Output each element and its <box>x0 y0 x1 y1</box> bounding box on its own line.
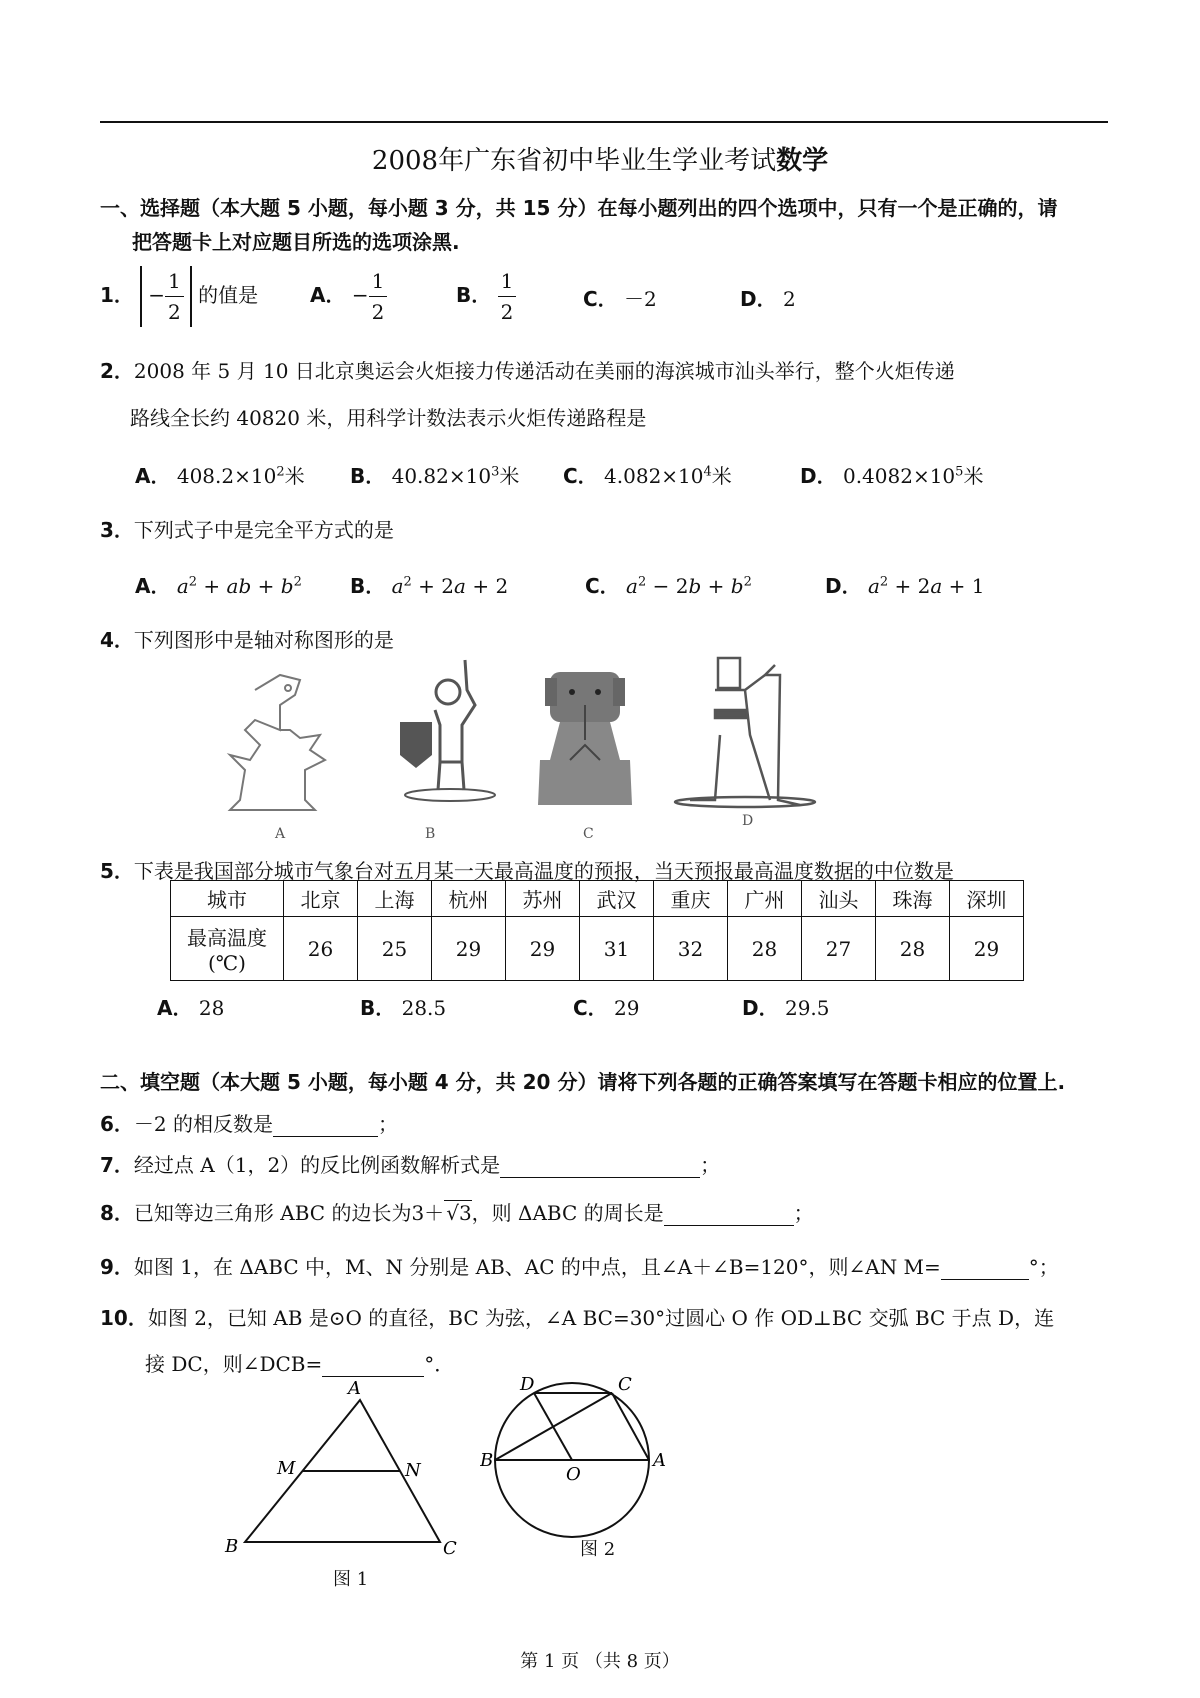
table-cell: 25 <box>358 917 432 981</box>
question-8: 8．已知等边三角形 ABC 的边长为3＋ √3，则 ΔABC 的周长是 ； <box>100 1201 814 1225</box>
q2-option-b: B． $40.82\times 10^3$米 <box>350 464 520 488</box>
q3-option-d: D． $a^2 + 2a + 1$ <box>825 574 985 598</box>
table-cell: 重庆 <box>654 881 728 917</box>
temperature-table <box>170 880 1024 981</box>
question-3: 3．下列式子中是完全平方式的是 <box>100 518 394 542</box>
q2-option-d: D． $0.4082\times 10^5$米 <box>800 464 984 488</box>
question-1: 1． − $\frac{1}{2}$ 的值是 <box>100 266 258 327</box>
abs-value-expression: − $\frac{1}{2}$ <box>140 266 192 327</box>
table-cell: 深圳 <box>950 881 1024 917</box>
q1-option-b: B． $\frac{1}{2}$ <box>456 266 516 327</box>
table-cell: 杭州 <box>432 881 506 917</box>
section2-line1: 二、填空题（本大题 5 小题，每小题 4 分，共 20 分）请将下列各题的正确答案填写在答题卡相应的位置上. <box>100 1070 1066 1094</box>
q3-option-c: C． $a^2 - 2b + b^2$ <box>585 574 752 598</box>
table-cell: 武汉 <box>580 881 654 917</box>
question-10-line1: 10．如图 2，已知 AB 是⊙O 的直径，BC 为弦，∠A BC=30°过圆心 O 作 OD⊥BC 交弧 BC 于点 D，连 <box>100 1306 1055 1330</box>
figure-2-circle <box>480 1372 680 1552</box>
fig1-label-c: C <box>443 1538 457 1559</box>
page-footer: 第 1 页 （共 8 页） <box>520 1651 680 1672</box>
figure-2-caption: 图 2 <box>580 1539 616 1560</box>
answer-blank[interactable] <box>941 1257 1029 1280</box>
table-cell: 北京 <box>284 881 358 917</box>
figure-1-triangle <box>215 1380 475 1580</box>
question-9: 9．如图 1，在 ΔABC 中，M、N 分别是 AB、AC 的中点，且∠A＋∠B=120°，则∠AN M= °； <box>100 1255 1059 1279</box>
table-cell: 29 <box>506 917 580 981</box>
top-rule <box>100 121 1108 123</box>
table-cell: 27 <box>802 917 876 981</box>
figure-a <box>230 675 325 810</box>
fig2-label-a: A <box>653 1450 666 1471</box>
q1-option-a: A． − $\frac{1}{2}$ <box>310 266 387 327</box>
table-header-label: 城市 <box>171 881 284 917</box>
page-title: 2008年广东省初中毕业生学业考试数学 <box>371 146 829 176</box>
question-7: 7．经过点 A（1，2）的反比例函数解析式是 ； <box>100 1153 721 1177</box>
table-cell: 珠海 <box>876 881 950 917</box>
table-cell: 26 <box>284 917 358 981</box>
figure-c <box>538 672 632 805</box>
table-row-label: 最高温度 (℃) <box>171 917 284 981</box>
figure-b <box>400 660 495 801</box>
fig2-label-d: D <box>520 1374 535 1395</box>
table-cell: 广州 <box>728 881 802 917</box>
question-2-line1: 2．2008 年 5 月 10 日北京奥运会火炬接力传递活动在美丽的海滨城市汕头举行，整个火炬传递 <box>100 359 955 383</box>
q4-figures <box>200 650 1080 840</box>
question-5: 5．下表是我国部分城市气象台对五月某一天最高温度的预报，当天预报最高温度数据的中位数是 <box>100 859 954 883</box>
table-cell: 28 <box>876 917 950 981</box>
figure-b-label: B <box>425 826 436 840</box>
fig1-label-b: B <box>225 1536 239 1557</box>
table-cell: 31 <box>580 917 654 981</box>
answer-blank[interactable] <box>500 1155 700 1178</box>
question-4: 4．下列图形中是轴对称图形的是 <box>100 628 394 652</box>
table-cell: 29 <box>950 917 1024 981</box>
fig1-label-m: M <box>277 1458 296 1479</box>
answer-blank[interactable] <box>273 1114 378 1137</box>
question-2-line2: 路线全长约 40820 米，用科学计数法表示火炬传递路程是 <box>130 406 647 430</box>
q5-option-a: A． 28 <box>157 996 225 1020</box>
question-10-line2: 接 DC，则∠DCB= °． <box>145 1352 455 1376</box>
fig2-label-b: B <box>480 1450 494 1471</box>
answer-blank[interactable] <box>664 1203 794 1226</box>
q1-option-d: D． 2 <box>740 287 796 311</box>
answer-blank[interactable] <box>322 1354 424 1377</box>
q5-option-b: B． 28.5 <box>360 996 447 1020</box>
table-cell: 汕头 <box>802 881 876 917</box>
q3-option-a: A． $a^2$ + ab + $b^2$ <box>135 574 302 598</box>
figure-d <box>675 658 815 807</box>
q2-option-c: C． $4.082\times 10^4$米 <box>563 464 732 488</box>
q3-option-b: B． $a^2 + 2a + 2$ <box>350 574 509 598</box>
fig2-label-c: C <box>618 1374 632 1395</box>
table-cell: 32 <box>654 917 728 981</box>
q5-option-d: D． 29.5 <box>742 996 830 1020</box>
section1-line1: 一、选择题（本大题 5 小题，每小题 3 分，共 15 分）在每小题列出的四个选项中，只有一个是正确的，请 <box>100 196 1058 220</box>
figure-d-label: D <box>742 813 754 829</box>
section1-line2: 把答题卡上对应题目所选的选项涂黑. <box>132 230 460 254</box>
table-cell: 29 <box>432 917 506 981</box>
table-cell: 28 <box>728 917 802 981</box>
figure-1-caption: 图 1 <box>333 1569 369 1590</box>
q1-option-c: C． －2 <box>583 287 657 311</box>
table-cell: 苏州 <box>506 881 580 917</box>
fig1-label-n: N <box>405 1460 421 1481</box>
fig2-label-o: O <box>566 1464 581 1485</box>
question-6: 6．－2 的相反数是 ； <box>100 1112 399 1136</box>
table-cell: 上海 <box>358 881 432 917</box>
fig1-label-a: A <box>348 1380 361 1399</box>
figure-c-label: C <box>583 826 594 840</box>
figure-a-label: A <box>275 826 286 840</box>
q5-option-c: C． 29 <box>573 996 640 1020</box>
q2-option-a: A． $408.2\times 10^2$米 <box>135 464 305 488</box>
